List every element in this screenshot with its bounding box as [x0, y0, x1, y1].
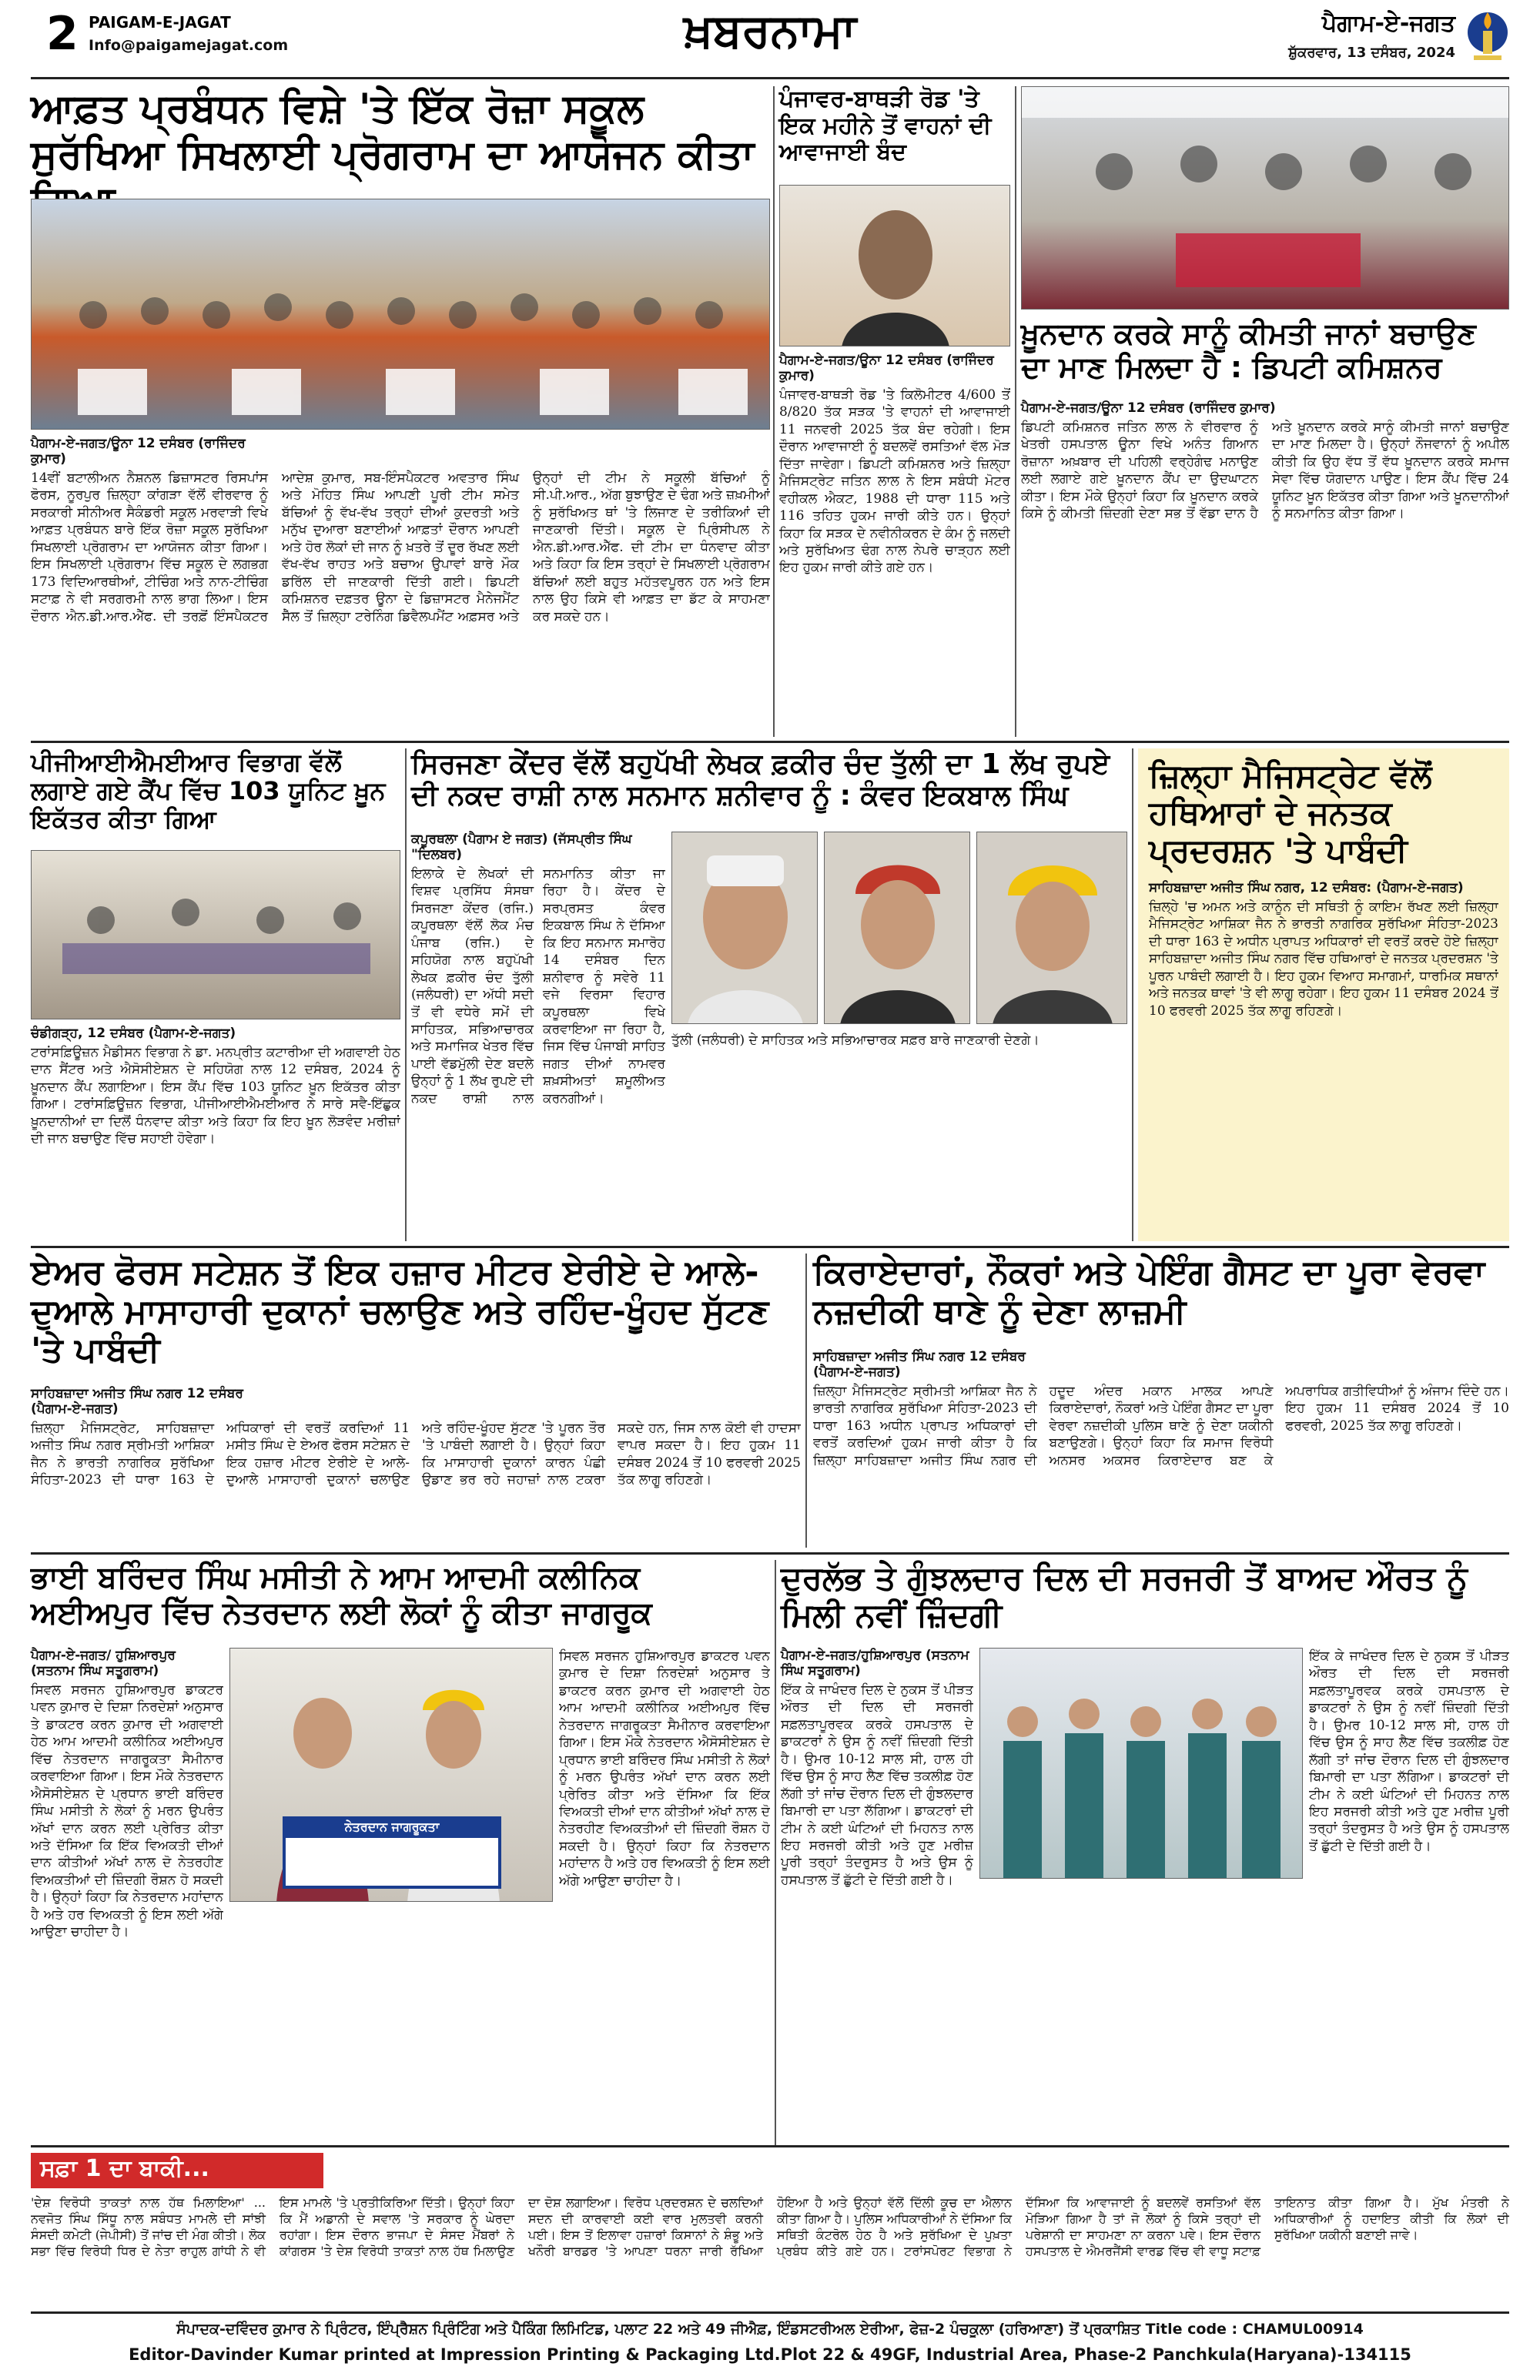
- brand-small: PAIGAM-E-JAGAT: [89, 13, 231, 32]
- section-rule-2: [31, 1246, 1509, 1248]
- section-rule-1: [31, 741, 1509, 743]
- story9-headline: ਭਾਈ ਬਰਿੰਦਰ ਸਿੰਘ ਮਸੀਤੀ ਨੇ ਆਮ ਆਦਮੀ ਕਲੀਨਿਕ ਅਈਅਪੁਰ ਵਿੱਚ ਨੇਤਰਦਾਨ ਲਈ ਲੋਕਾਂ ਨੂੰ ਕੀਤਾ ਜਾਗਰੂਕ: [31, 1560, 652, 1631]
- story3-body-wrap: [1021, 400, 1509, 736]
- footer-line-1: ਸੰਪਾਦਕ-ਦਵਿੰਦਰ ਕੁਮਾਰ ਨੇ ਪ੍ਰਿੰਟਰ, ਇੰਪ੍ਰੈਸ਼ਨ ਪ੍ਰਿੰਟਿੰਗ ਅਤੇ ਪੈਕਿੰਗ ਲਿਮਿਟਿਡ, ਪਲਾਟ 22 ਅਤੇ 49 ਜੀਐਫ਼, ਇੰਡਸਟਰੀਅਲ ਏਰੀਆ, ਫੇਜ਼-2 ਪੰਚਕੂਲਾ (ਹਰਿਆਣਾ) ਤੋਂ ਪ੍ਰਕਾਸ਼ਿਤ Title code : CHAMUL00914: [176, 2321, 1364, 2338]
- story10-continued: ਇੱਕ ਕੇ ਜਾਖੰਦਰ ਦਿਲ ਦੇ ਨੁਕਸ ਤੋਂ ਪੀੜਤ ਔਰਤ ਦੀ ਦਿਲ ਦੀ ਸਰਜਰੀ ਸਫ਼ਲਤਾਪੂਰਵਕ ਕਰਕੇ ਹਸਪਤਾਲ ਦੇ ਡਾਕਟਰਾਂ ਨੇ ਉਸ ਨੂੰ ਨਵੀਂ ਜ਼ਿੰਦਗੀ ਦਿੱਤੀ ਹੈ। ਉਮਰ 10-12 ਸਾਲ ਸੀ, ਹਾਲ ਹੀ ਵਿੱਚ ਉਸ ਨੂੰ ਸਾਹ ਲੈਣ ਵਿੱਚ ਤਕਲੀਫ਼ ਹੋਣ ਲੱਗੀ ਤਾਂ ਜਾਂਚ ਦੌਰਾਨ ਦਿਲ ਦੀ ਗੁੰਝਲਦਾਰ ਬਿਮਾਰੀ ਦਾ ਪਤਾ ਲੱਗਿਆ। ਡਾਕਟਰਾਂ ਦੀ ਟੀਮ ਨੇ ਕਈ ਘੰਟਿਆਂ ਦੀ ਮਿਹਨਤ ਨਾਲ ਇਹ ਸਰਜਰੀ ਕੀਤੀ ਅਤੇ ਹੁਣ ਮਰੀਜ਼ ਪੂਰੀ ਤਰ੍ਹਾਂ ਤੰਦਰੁਸਤ ਹੈ ਅਤੇ ਉਸ ਨੂੰ ਹਸਪਤਾਲ ਤੋਂ ਛੁੱਟੀ ਦੇ ਦਿੱਤੀ ਗਈ ਹੈ।: [1309, 1649, 1509, 1854]
- story4-body-wrap: [31, 1026, 400, 1241]
- story10-body: ਇੱਕ ਕੇ ਜਾਖੰਦਰ ਦਿਲ ਦੇ ਨੁਕਸ ਤੋਂ ਪੀੜਤ ਔਰਤ ਦੀ ਦਿਲ ਦੀ ਸਰਜਰੀ ਸਫ਼ਲਤਾਪੂਰਵਕ ਕਰਕੇ ਹਸਪਤਾਲ ਦੇ ਡਾਕਟਰਾਂ ਨੇ ਉਸ ਨੂੰ ਨਵੀਂ ਜ਼ਿੰਦਗੀ ਦਿੱਤੀ ਹੈ। ਉਮਰ 10-12 ਸਾਲ ਸੀ, ਹਾਲ ਹੀ ਵਿੱਚ ਉਸ ਨੂੰ ਸਾਹ ਲੈਣ ਵਿੱਚ ਤਕਲੀਫ਼ ਹੋਣ ਲੱਗੀ ਤਾਂ ਜਾਂਚ ਦੌਰਾਨ ਦਿਲ ਦੀ ਗੁੰਝਲਦਾਰ ਬਿਮਾਰੀ ਦਾ ਪਤਾ ਲੱਗਿਆ। ਡਾਕਟਰਾਂ ਦੀ ਟੀਮ ਨੇ ਕਈ ਘੰਟਿਆਂ ਦੀ ਮਿਹਨਤ ਨਾਲ ਇਹ ਸਰਜਰੀ ਕੀਤੀ ਅਤੇ ਹੁਣ ਮਰੀਜ਼ ਪੂਰੀ ਤਰ੍ਹਾਂ ਤੰਦਰੁਸਤ ਹੈ ਅਤੇ ਉਸ ਨੂੰ ਹਸਪਤਾਲ ਤੋਂ ਛੁੱਟੀ ਦੇ ਦਿੱਤੀ ਗਈ ਹੈ।: [781, 1682, 973, 1888]
- story8-body-wrap: [813, 1349, 1509, 1548]
- story2-headline: ਪੰਜਾਵਰ-ਬਾਥੜੀ ਰੋਡ 'ਤੇ ਇਕ ਮਹੀਨੇ ਤੋਂ ਵਾਹਨਾਂ ਦੀ ਆਵਾਜਾਈ ਬੰਦ: [779, 85, 992, 166]
- story2-body: ਪੰਜਾਵਰ-ਬਾਥੜੀ ਰੋਡ 'ਤੇ ਕਿਲੋਮੀਟਰ 4/600 ਤੋਂ 8/820 ਤੱਕ ਸੜਕ 'ਤੇ ਵਾਹਨਾਂ ਦੀ ਆਵਾਜਾਈ 11 ਜਨਵਰੀ 2025 ਤੱਕ ਬੰਦ ਰਹੇਗੀ। ਇਸ ਦੌਰਾਨ ਆਵਾਜਾਈ ਨੂੰ ਬਦਲਵੇਂ ਰਸਤਿਆਂ ਵੱਲ ਮੋੜ ਦਿੱਤਾ ਜਾਵੇਗਾ। ਡਿਪਟੀ ਕਮਿਸ਼ਨਰ ਅਤੇ ਜ਼ਿਲ੍ਹਾ ਮੈਜਿਸਟ੍ਰੇਟ ਜਤਿਨ ਲਾਲ ਨੇ ਇਸ ਸਬੰਧੀ ਮੋਟਰ ਵਹੀਕਲ ਐਕਟ, 1988 ਦੀ ਧਾਰਾ 115 ਅਤੇ 116 ਤਹਿਤ ਹੁਕਮ ਜਾਰੀ ਕੀਤੇ ਹਨ। ਉਨ੍ਹਾਂ ਕਿਹਾ ਕਿ ਸੜਕ ਦੇ ਨਵੀਨੀਕਰਨ ਦੇ ਕੰਮ ਨੂੰ ਜਲਦੀ ਅਤੇ ਸੁਰੱਖਿਅਤ ਢੰਗ ਨਾਲ ਨੇਪਰੇ ਚਾੜ੍ਹਨ ਲਈ ਇਹ ਹੁਕਮ ਜਾਰੀ ਕੀਤੇ ਗਏ ਹਨ।: [779, 387, 1010, 576]
- story5-dateline: ਕਪੂਰਥਲਾ (ਪੈਗਾਮ ਏ ਜਗਤ) (ਜੱਸਪ੍ਰੀਤ ਸਿੰਘ "ਦਿਲਬਰ): [411, 832, 632, 862]
- header-rule: [31, 77, 1509, 79]
- continued-label: [31, 2153, 323, 2188]
- story9-body-wrap: [31, 1648, 223, 2141]
- story5-photo-third: [976, 832, 1127, 1024]
- story7-headline: ਏਅਰ ਫੋਰਸ ਸਟੇਸ਼ਨ ਤੋਂ ਇਕ ਹਜ਼ਾਰ ਮੀਟਰ ਏਰੀਏ ਦੇ ਆਲੇ-ਦੁਆਲੇ ਮਾਸਾਹਾਰੀ ਦੁਕਾਨਾਂ ਚਲਾਉਣ ਅਤੇ ਰਹਿੰਦ-ਖੂੰਹਦ ਸੁੱਟਣ 'ਤੇ ਪਾਬੰਦੀ: [31, 1253, 769, 1371]
- col-rule-2: [1015, 86, 1016, 737]
- story9-body: ਸਿਵਲ ਸਰਜਨ ਹੁਸ਼ਿਆਰਪੁਰ ਡਾਕਟਰ ਪਵਨ ਕੁਮਾਰ ਦੇ ਦਿਸ਼ਾ ਨਿਰਦੇਸ਼ਾਂ ਅਨੁਸਾਰ ਤੇ ਡਾਕਟਰ ਕਰਨ ਕੁਮਾਰ ਦੀ ਅਗਵਾਈ ਹੇਠ ਆਮ ਆਦਮੀ ਕਲੀਨਿਕ ਅਈਅਪੁਰ ਵਿੱਚ ਨੇਤਰਦਾਨ ਜਾਗਰੂਕਤਾ ਸੈਮੀਨਾਰ ਕਰਵਾਇਆ ਗਿਆ। ਇਸ ਮੌਕੇ ਨੇਤਰਦਾਨ ਐਸੋਸੀਏਸ਼ਨ ਦੇ ਪ੍ਰਧਾਨ ਭਾਈ ਬਰਿੰਦਰ ਸਿੰਘ ਮਸੀਤੀ ਨੇ ਲੋਕਾਂ ਨੂੰ ਮਰਨ ਉਪਰੰਤ ਅੱਖਾਂ ਦਾਨ ਕਰਨ ਲਈ ਪ੍ਰੇਰਿਤ ਕੀਤਾ ਅਤੇ ਦੱਸਿਆ ਕਿ ਇੱਕ ਵਿਅਕਤੀ ਦੀਆਂ ਦਾਨ ਕੀਤੀਆਂ ਅੱਖਾਂ ਨਾਲ ਦੋ ਨੇਤਰਹੀਣ ਵਿਅਕਤੀਆਂ ਦੀ ਜ਼ਿੰਦਗੀ ਰੌਸ਼ਨ ਹੋ ਸਕਦੀ ਹੈ। ਉਨ੍ਹਾਂ ਕਿਹਾ ਕਿ ਨੇਤਰਦਾਨ ਮਹਾਂਦਾਨ ਹੈ ਅਤੇ ਹਰ ਵਿਅਕਤੀ ਨੂੰ ਇਸ ਲਈ ਅੱਗੇ ਆਉਣਾ ਚਾਹੀਦਾ ਹੈ।: [31, 1682, 223, 1940]
- story6-headline: ਜ਼ਿਲ੍ਹਾ ਮੈਜਿਸਟ੍ਰੇਟ ਵੱਲੋਂ ਹਥਿਆਰਾਂ ਦੇ ਜਨਤਕ ਪ੍ਰਦਰਸ਼ਨ 'ਤੇ ਪਾਬੰਦੀ: [1149, 757, 1432, 869]
- story10-body-wrap: [781, 1648, 973, 2141]
- issue-date: ਸ਼ੁੱਕਰਵਾਰ, 13 ਦਸੰਬਰ, 2024: [1288, 45, 1455, 61]
- story4-dateline: ਚੰਡੀਗੜ੍ਹ, 12 ਦਸੰਬਰ (ਪੈਗਾਮ-ਏ-ਜਗਤ): [31, 1026, 236, 1041]
- story7-body: ਜ਼ਿਲ੍ਹਾ ਮੈਜਿਸਟ੍ਰੇਟ, ਸਾਹਿਬਜ਼ਾਦਾ ਅਜੀਤ ਸਿੰਘ ਨਗਰ ਸ੍ਰੀਮਤੀ ਆਸ਼ਿਕਾ ਜੈਨ ਨੇ ਭਾਰਤੀ ਨਾਗਰਿਕ ਸੁਰੱਖਿਆ ਸੰਹਿਤਾ-2023 ਦੀ ਧਾਰਾ 163 ਦੇ ਅਧਿਕਾਰਾਂ ਦੀ ਵਰਤੋਂ ਕਰਦਿਆਂ 11 ਮਸੀਤ ਸਿੰਘ ਦੇ ਏਅਰ ਫੋਰਸ ਸਟੇਸ਼ਨ ਦੇ ਇਕ ਹਜ਼ਾਰ ਮੀਟਰ ਏਰੀਏ ਦੇ ਆਲੇ-ਦੁਆਲੇ ਮਾਸਾਹਾਰੀ ਦੁਕਾਨਾਂ ਚਲਾਉਣ ਅਤੇ ਰਹਿੰਦ-ਖੂੰਹਦ ਸੁੱਟਣ 'ਤੇ ਪੂਰਨ ਤੌਰ 'ਤੇ ਪਾਬੰਦੀ ਲਗਾਈ ਹੈ। ਉਨ੍ਹਾਂ ਕਿਹਾ ਕਿ ਮਾਸਾਹਾਰੀ ਦੁਕਾਨਾਂ ਕਾਰਨ ਪੰਛੀ ਉਡਾਣ ਭਰ ਰਹੇ ਜਹਾਜ਼ਾਂ ਨਾਲ ਟਕਰਾ ਸਕਦੇ ਹਨ, ਜਿਸ ਨਾਲ ਕੋਈ ਵੀ ਹਾਦਸਾ ਵਾਪਰ ਸਕਦਾ ਹੈ। ਇਹ ਹੁਕਮ 11 ਦਸੰਬਰ 2024 ਤੋਂ 10 ਫਰਵਰੀ 2025 ਤੱਕ ਲਾਗੂ ਰਹਿਣਗੇ।: [31, 1421, 801, 1488]
- story9-body-extra: [559, 1648, 770, 1910]
- story5-photo-kanwar: [824, 832, 970, 1024]
- story10-headline: ਦੁਰਲੱਭ ਤੇ ਗੁੰਝਲਦਾਰ ਦਿਲ ਦੀ ਸਰਜਰੀ ਤੋਂ ਬਾਅਦ ਔਰਤ ਨੂੰ ਮਿਲੀ ਨਵੀਂ ਜ਼ਿੰਦਗੀ: [781, 1559, 1468, 1635]
- story10-dateline: ਪੈਗਾਮ-ਏ-ਜਗਤ/ਹੁਸ਼ਿਆਰਪੁਰ (ਸਤਨਾਮ ਸਿੰਘ ਸਤੂਗਰਾਮ): [781, 1648, 969, 1679]
- story3-headline: ਖ਼ੂਨਦਾਨ ਕਰਕੇ ਸਾਨੂੰ ਕੀਮਤੀ ਜਾਨਾਂ ਬਚਾਉਣ ਦਾ ਮਾਣ ਮਿਲਦਾ ਹੈ : ਡਿਪਟੀ ਕਮਿਸ਼ਨਰ: [1021, 316, 1476, 384]
- continued-label-text: ਸਫ਼ਾ 1 ਦਾ ਬਾਕੀ...: [40, 2155, 209, 2182]
- story8-dateline: ਸਾਹਿਬਜ਼ਾਦਾ ਅਜੀਤ ਸਿੰਘ ਨਗਰ 12 ਦਸੰਬਰ (ਪੈਗਾਮ-ਏ-ਜਗਤ): [813, 1349, 1026, 1380]
- story6-dateline: ਸਾਹਿਬਜ਼ਾਦਾ ਅਜੀਤ ਸਿੰਘ ਨਗਰ, 12 ਦਸੰਬਰ: (ਪੈਗਾਮ-ਏ-ਜਗਤ): [1149, 879, 1464, 895]
- masthead-title: ਪੈਗਾਮ-ਏ-ਜਗਤ: [1321, 10, 1455, 37]
- email-link[interactable]: Info@paigamejagat.com: [89, 37, 289, 54]
- story6-body: ਜ਼ਿਲ੍ਹੇ 'ਚ ਅਮਨ ਅਤੇ ਕਾਨੂੰਨ ਦੀ ਸਥਿਤੀ ਨੂੰ ਕਾਇਮ ਰੱਖਣ ਲਈ ਜ਼ਿਲ੍ਹਾ ਮੈਜਿਸਟ੍ਰੇਟ ਆਸ਼ਿਕਾ ਜੈਨ ਨੇ ਭਾਰਤੀ ਨਾਗਰਿਕ ਸੁਰੱਖਿਆ ਸੰਹਿਤਾ-2023 ਦੀ ਧਾਰਾ 163 ਦੇ ਅਧੀਨ ਪ੍ਰਾਪਤ ਅਧਿਕਾਰਾਂ ਦੀ ਵਰਤੋਂ ਕਰਦੇ ਹੋਏ ਜ਼ਿਲ੍ਹਾ ਸਾਹਿਬਜ਼ਾਦਾ ਅਜੀਤ ਸਿੰਘ ਨਗਰ ਵਿੱਚ ਹਥਿਆਰਾਂ ਦੇ ਜਨਤਕ ਪ੍ਰਦਰਸ਼ਨ 'ਤੇ ਪੂਰਨ ਪਾਬੰਦੀ ਲਗਾਈ ਹੈ। ਇਹ ਹੁਕਮ ਵਿਆਹ ਸਮਾਗਮਾਂ, ਧਾਰਮਿਕ ਸਥਾਨਾਂ ਅਤੇ ਜਨਤਕ ਥਾਵਾਂ 'ਤੇ ਵੀ ਲਾਗੂ ਰਹੇਗਾ। ਇਹ ਹੁਕਮ 11 ਦਸੰਬਰ 2024 ਤੋਂ 10 ਫਰਵਰੀ 2025 ਤੱਕ ਲਾਗੂ ਰਹਿਣਗੇ।: [1149, 899, 1498, 1019]
- story4-photo: [31, 850, 400, 1019]
- page-number: 2: [46, 7, 79, 61]
- story5-photo-tulli: [671, 832, 818, 1024]
- col-rule-6: [775, 1560, 776, 2145]
- section-title: ਖ਼ਬਰਨਾਮਾ: [683, 4, 857, 58]
- story9-poster-text: ਨੇਤਰਦਾਨ ਜਾਗਰੂਕਤਾ: [344, 1819, 440, 1834]
- story1-headline: ਆਫ਼ਤ ਪ੍ਰਬੰਧਨ ਵਿਸ਼ੇ 'ਤੇ ਇੱਕ ਰੋਜ਼ਾ ਸਕੂਲ ਸੁਰੱਖਿਆ ਸਿਖਲਾਈ ਪ੍ਰੋਗਰਾਮ ਦਾ ਆਯੋਜਨ ਕੀਤਾ: [31, 85, 755, 178]
- story2-dateline: ਪੈਗਾਮ-ਏ-ਜਗਤ/ਊਨਾ 12 ਦਸੰਬਰ (ਰਾਜਿੰਦਰ ਕੁਮਾਰ): [779, 353, 994, 383]
- story5-photo-caption: ਤੁੱਲੀ (ਜਲੰਧਰੀ) ਦੇ ਸਾਹਿਤਕ ਅਤੇ ਸਭਿਆਚਾਰਕ ਸਫ਼ਰ ਬਾਰੇ ਜਾਣਕਾਰੀ ਦੇਣਗੇ।: [671, 1033, 1040, 1048]
- story4-headline: ਪੀਜੀਆਈਐਮਈਆਰ ਵਿਭਾਗ ਵੱਲੋਂ ਲਗਾਏ ਗਏ ਕੈਂਪ ਵਿੱਚ 103 ਯੂਨਿਟ ਖ਼ੂਨ ਇਕੱਤਰ ਕੀਤਾ ਗਿਆ: [31, 748, 386, 834]
- story3-photo: [1021, 86, 1509, 310]
- story7-dateline: ਸਾਹਿਬਜ਼ਾਦਾ ਅਜੀਤ ਸਿੰਘ ਨਗਰ 12 ਦਸੰਬਰ (ਪੈਗਾਮ-ਏ-ਜਗਤ): [31, 1386, 243, 1417]
- story2-body-wrap: [779, 353, 1010, 736]
- story5-body-wrap: [411, 832, 665, 1241]
- story3-dateline: ਪੈਗਾਮ-ਏ-ਜਗਤ/ਊਨਾ 12 ਦਸੰਬਰ (ਰਾਜਿੰਦਰ ਕੁਮਾਰ): [1021, 400, 1276, 416]
- story10-body-extra: [1309, 1648, 1509, 2141]
- story1-dateline: ਪੈਗਾਮ-ਏ-ਜਗਤ/ਊਨਾ 12 ਦਸੰਬਰ (ਰਾਜਿੰਦਰ ਕੁਮਾਰ): [31, 436, 246, 467]
- section-rule-3: [31, 1552, 1509, 1555]
- footer-rule: [31, 2311, 1509, 2314]
- story9-dateline: ਪੈਗਾਮ-ਏ-ਜਗਤ/ ਹੁਸ਼ਿਆਰਪੁਰ (ਸਤਨਾਮ ਸਿੰਘ ਸਤੂਗਰਾਮ): [31, 1648, 176, 1679]
- footer-line-2: Editor-Davinder Kumar printed at Impression Printing & Packaging Ltd.Plot 22 & 49GF, Industrial Area, Phase-2 Panchkula(Haryana)-134115: [129, 2345, 1411, 2364]
- story2-photo: [779, 185, 1010, 346]
- story8-body: ਜ਼ਿਲ੍ਹਾ ਮੈਜਿਸਟ੍ਰੇਟ ਸ੍ਰੀਮਤੀ ਆਸ਼ਿਕਾ ਜੈਨ ਨੇ ਭਾਰਤੀ ਨਾਗਰਿਕ ਸੁਰੱਖਿਆ ਸੰਹਿਤਾ-2023 ਦੀ ਧਾਰਾ 163 ਅਧੀਨ ਪ੍ਰਾਪਤ ਅਧਿਕਾਰਾਂ ਦੀ ਵਰਤੋਂ ਕਰਦਿਆਂ ਹੁਕਮ ਜਾਰੀ ਕੀਤਾ ਹੈ ਕਿ ਜ਼ਿਲ੍ਹਾ ਸਾਹਿਬਜ਼ਾਦਾ ਅਜੀਤ ਸਿੰਘ ਨਗਰ ਦੀ ਹਦੂਦ ਅੰਦਰ ਮਕਾਨ ਮਾਲਕ ਆਪਣੇ ਕਿਰਾਏਦਾਰਾਂ, ਨੌਕਰਾਂ ਅਤੇ ਪੇਇੰਗ ਗੈਸਟ ਦਾ ਪੂਰਾ ਵੇਰਵਾ ਨਜ਼ਦੀਕੀ ਪੁਲਿਸ ਥਾਣੇ ਨੂੰ ਦੇਣਾ ਯਕੀਨੀ ਬਣਾਉਣਗੇ। ਉਨ੍ਹਾਂ ਕਿਹਾ ਕਿ ਸਮਾਜ ਵਿਰੋਧੀ ਅਨਸਰ ਅਕਸਰ ਕਿਰਾਏਦਾਰ ਬਣ ਕੇ ਅਪਰਾਧਿਕ ਗਤੀਵਿਧੀਆਂ ਨੂੰ ਅੰਜਾਮ ਦਿੰਦੇ ਹਨ। ਇਹ ਹੁਕਮ 11 ਦਸੰਬਰ 2024 ਤੋਂ 10 ਫਰਵਰੀ, 2025 ਤੱਕ ਲਾਗੂ ਰਹਿਣਗੇ।: [813, 1384, 1509, 1468]
- story5-headline: ਸਿਰਜਣਾ ਕੇਂਦਰ ਵੱਲੋਂ ਬਹੁਪੱਖੀ ਲੇਖਕ ਫ਼ਕੀਰ ਚੰਦ ਤੁੱਲੀ ਦਾ 1 ਲੱਖ ਰੁਪਏ ਦੀ ਨਕਦ ਰਾਸ਼ੀ ਨਾਲ ਸਨਮਾਨ ਸ਼ਨੀਵਾਰ ਨੂੰ : ਕੰਵਰ ਇਕਬਾਲ ਸਿੰਘ: [411, 748, 1110, 812]
- story8-headline: ਕਿਰਾਏਦਾਰਾਂ, ਨੌਕਰਾਂ ਅਤੇ ਪੇਇੰਗ ਗੈਸਟ ਦਾ ਪੂਰਾ ਵੇਰਵਾ ਨਜ਼ਦੀਕੀ ਥਾਣੇ ਨੂੰ ਦੇਣਾ ਲਾਜ਼ਮੀ: [813, 1253, 1485, 1331]
- col-rule-1: [773, 86, 775, 737]
- col-rule-4: [1132, 748, 1133, 1241]
- story1-body-wrap: [31, 436, 770, 736]
- page-header: [0, 0, 1540, 77]
- story1-body: 14ਵੀਂ ਬਟਾਲੀਅਨ ਨੈਸ਼ਨਲ ਡਿਜ਼ਾਸਟਰ ਰਿਸਪਾਂਸ ਫੋਰਸ, ਨੂਰਪੁਰ ਜ਼ਿਲ੍ਹਾ ਕਾਂਗੜਾ ਵੱਲੋਂ ਵੀਰਵਾਰ ਨੂੰ ਸਰਕਾਰੀ ਸੀਨੀਅਰ ਸੈਕੰਡਰੀ ਸਕੂਲ ਮਰਵਾੜੀ ਵਿਖੇ ਆਫ਼ਤ ਪ੍ਰਬੰਧਨ ਬਾਰੇ ਇੱਕ ਰੋਜ਼ਾ ਸਕੂਲ ਸੁਰੱਖਿਆ ਸਿਖਲਾਈ ਪ੍ਰੋਗਰਾਮ ਦਾ ਆਯੋਜਨ ਕੀਤਾ ਗਿਆ। ਇਸ ਸਿਖਲਾਈ ਪ੍ਰੋਗਰਾਮ ਵਿੱਚ ਸਕੂਲ ਦੇ ਲਗਭਗ 173 ਵਿਦਿਆਰਥੀਆਂ, ਟੀਚਿੰਗ ਅਤੇ ਨਾਨ-ਟੀਚਿੰਗ ਸਟਾਫ਼ ਨੇ ਵੀ ਸਰਗਰਮੀ ਨਾਲ ਭਾਗ ਲਿਆ। ਇਸ ਦੌਰਾਨ ਐਨ.ਡੀ.ਆਰ.ਐੱਫ. ਦੀ ਤਰਫ਼ੋਂ ਇੰਸਪੈਕਟਰ ਆਦੇਸ਼ ਕੁਮਾਰ, ਸਬ-ਇੰਸਪੈਕਟਰ ਅਵਤਾਰ ਸਿੰਘ ਅਤੇ ਮੋਹਿਤ ਸਿੰਘ ਆਪਣੀ ਪੂਰੀ ਟੀਮ ਸਮੇਤ ਬੱਚਿਆਂ ਨੂੰ ਵੱਖ-ਵੱਖ ਤਰ੍ਹਾਂ ਦੀਆਂ ਕੁਦਰਤੀ ਅਤੇ ਮਨੁੱਖ ਦੁਆਰਾ ਬਣਾਈਆਂ ਆਫ਼ਤਾਂ ਦੌਰਾਨ ਆਪਣੀ ਅਤੇ ਹੋਰ ਲੋਕਾਂ ਦੀ ਜਾਨ ਨੂੰ ਖ਼ਤਰੇ ਤੋਂ ਦੂਰ ਰੱਖਣ ਲਈ ਵੱਖ-ਵੱਖ ਰਾਹਤ ਅਤੇ ਬਚਾਅ ਉਪਾਵਾਂ ਬਾਰੇ ਮੌਕ ਡਰਿੱਲ ਦੀ ਜਾਣਕਾਰੀ ਦਿੱਤੀ ਗਈ। ਡਿਪਟੀ ਕਮਿਸ਼ਨਰ ਦਫ਼ਤਰ ਊਨਾ ਦੇ ਡਿਜ਼ਾਸਟਰ ਮੈਨੇਜਮੈਂਟ ਸੈੱਲ ਤੋਂ ਜ਼ਿਲ੍ਹਾ ਟਰੇਨਿੰਗ ਡਿਵੈਲਪਮੈਂਟ ਅਫ਼ਸਰ ਅਤੇ ਉਨ੍ਹਾਂ ਦੀ ਟੀਮ ਨੇ ਸਕੂਲੀ ਬੱਚਿਆਂ ਨੂੰ ਸੀ.ਪੀ.ਆਰ., ਅੱਗ ਬੁਝਾਉਣ ਦੇ ਢੰਗ ਅਤੇ ਜ਼ਖ਼ਮੀਆਂ ਨੂੰ ਸੁਰੱਖਿਅਤ ਥਾਂ 'ਤੇ ਲਿਜਾਣ ਦੇ ਤਰੀਕਿਆਂ ਦੀ ਜਾਣਕਾਰੀ ਦਿੱਤੀ। ਸਕੂਲ ਦੇ ਪ੍ਰਿੰਸੀਪਲ ਨੇ ਐਨ.ਡੀ.ਆਰ.ਐੱਫ. ਦੀ ਟੀਮ ਦਾ ਧੰਨਵਾਦ ਕੀਤਾ ਅਤੇ ਕਿਹਾ ਕਿ ਇਸ ਤਰ੍ਹਾਂ ਦੇ ਸਿਖਲਾਈ ਪ੍ਰੋਗਰਾਮ ਬੱਚਿਆਂ ਲਈ ਬਹੁਤ ਮਹੱਤਵਪੂਰਨ ਹਨ ਅਤੇ ਇਸ ਨਾਲ ਉਹ ਕਿਸੇ ਵੀ ਆਫ਼ਤ ਦਾ ਡੱਟ ਕੇ ਸਾਹਮਣਾ ਕਰ ਸਕਦੇ ਹਨ।: [31, 470, 770, 624]
- story1-photo: [31, 199, 770, 430]
- story7-body-wrap: [31, 1386, 801, 1548]
- story9-continued: ਸਿਵਲ ਸਰਜਨ ਹੁਸ਼ਿਆਰਪੁਰ ਡਾਕਟਰ ਪਵਨ ਕੁਮਾਰ ਦੇ ਦਿਸ਼ਾ ਨਿਰਦੇਸ਼ਾਂ ਅਨੁਸਾਰ ਤੇ ਡਾਕਟਰ ਕਰਨ ਕੁਮਾਰ ਦੀ ਅਗਵਾਈ ਹੇਠ ਆਮ ਆਦਮੀ ਕਲੀਨਿਕ ਅਈਅਪੁਰ ਵਿੱਚ ਨੇਤਰਦਾਨ ਜਾਗਰੂਕਤਾ ਸੈਮੀਨਾਰ ਕਰਵਾਇਆ ਗਿਆ। ਇਸ ਮੌਕੇ ਨੇਤਰਦਾਨ ਐਸੋਸੀਏਸ਼ਨ ਦੇ ਪ੍ਰਧਾਨ ਭਾਈ ਬਰਿੰਦਰ ਸਿੰਘ ਮਸੀਤੀ ਨੇ ਲੋਕਾਂ ਨੂੰ ਮਰਨ ਉਪਰੰਤ ਅੱਖਾਂ ਦਾਨ ਕਰਨ ਲਈ ਪ੍ਰੇਰਿਤ ਕੀਤਾ ਅਤੇ ਦੱਸਿਆ ਕਿ ਇੱਕ ਵਿਅਕਤੀ ਦੀਆਂ ਦਾਨ ਕੀਤੀਆਂ ਅੱਖਾਂ ਨਾਲ ਦੋ ਨੇਤਰਹੀਣ ਵਿਅਕਤੀਆਂ ਦੀ ਜ਼ਿੰਦਗੀ ਰੌਸ਼ਨ ਹੋ ਸਕਦੀ ਹੈ। ਉਨ੍ਹਾਂ ਕਿਹਾ ਕਿ ਨੇਤਰਦਾਨ ਮਹਾਂਦਾਨ ਹੈ ਅਤੇ ਹਰ ਵਿਅਕਤੀ ਨੂੰ ਇਸ ਲਈ ਅੱਗੇ ਆਉਣਾ ਚਾਹੀਦਾ ਹੈ।: [559, 1649, 770, 1889]
- continued-body: 'ਦੇਸ਼ ਵਿਰੋਧੀ ਤਾਕਤਾਂ ਨਾਲ ਹੱਥ ਮਿਲਾਇਆ' ... ਨਵਜੋਤ ਸਿੰਘ ਸਿੱਧੂ ਨਾਲ ਸਬੰਧਤ ਮਾਮਲੇ ਦੀ ਸਾਂਝੀ ਸੰਸਦੀ ਕਮੇਟੀ (ਜੇਪੀਸੀ) ਤੋਂ ਜਾਂਚ ਦੀ ਮੰਗ ਕੀਤੀ। ਲੋਕ ਸਭਾ ਵਿੱਚ ਵਿਰੋਧੀ ਧਿਰ ਦੇ ਨੇਤਾ ਰਾਹੁਲ ਗਾਂਧੀ ਨੇ ਵੀ ਇਸ ਮਾਮਲੇ 'ਤੇ ਪ੍ਰਤੀਕਿਰਿਆ ਦਿੱਤੀ। ਉਨ੍ਹਾਂ ਕਿਹਾ ਕਿ ਮੈਂ ਅਡਾਨੀ ਦੇ ਸਵਾਲ 'ਤੇ ਸਰਕਾਰ ਨੂੰ ਘੇਰਦਾ ਰਹਾਂਗਾ। ਇਸ ਦੌਰਾਨ ਭਾਜਪਾ ਦੇ ਸੰਸਦ ਮੈਂਬਰਾਂ ਨੇ ਕਾਂਗਰਸ 'ਤੇ ਦੇਸ਼ ਵਿਰੋਧੀ ਤਾਕਤਾਂ ਨਾਲ ਹੱਥ ਮਿਲਾਉਣ ਦਾ ਦੋਸ਼ ਲਗਾਇਆ। ਵਿਰੋਧ ਪ੍ਰਦਰਸ਼ਨ ਦੇ ਚਲਦਿਆਂ ਸਦਨ ਦੀ ਕਾਰਵਾਈ ਕਈ ਵਾਰ ਮੁਲਤਵੀ ਕਰਨੀ ਪਈ। ਇਸ ਤੋਂ ਇਲਾਵਾ ਹਜ਼ਾਰਾਂ ਕਿਸਾਨਾਂ ਨੇ ਸ਼ੰਭੂ ਅਤੇ ਖਨੌਰੀ ਬਾਰਡਰ 'ਤੇ ਆਪਣਾ ਧਰਨਾ ਜਾਰੀ ਰੱਖਿਆ ਹੋਇਆ ਹੈ ਅਤੇ ਉਨ੍ਹਾਂ ਵੱਲੋਂ ਦਿੱਲੀ ਕੂਚ ਦਾ ਐਲਾਨ ਕੀਤਾ ਗਿਆ ਹੈ। ਪੁਲਿਸ ਅਧਿਕਾਰੀਆਂ ਨੇ ਦੱਸਿਆ ਕਿ ਸਥਿਤੀ ਕੰਟਰੋਲ ਹੇਠ ਹੈ ਅਤੇ ਸੁਰੱਖਿਆ ਦੇ ਪੁਖ਼ਤਾ ਪ੍ਰਬੰਧ ਕੀਤੇ ਗਏ ਹਨ। ਟਰਾਂਸਪੋਰਟ ਵਿਭਾਗ ਨੇ ਦੱਸਿਆ ਕਿ ਆਵਾਜਾਈ ਨੂੰ ਬਦਲਵੇਂ ਰਸਤਿਆਂ ਵੱਲ ਮੋੜਿਆ ਗਿਆ ਹੈ ਤਾਂ ਜੋ ਲੋਕਾਂ ਨੂੰ ਕਿਸੇ ਤਰ੍ਹਾਂ ਦੀ ਪਰੇਸ਼ਾਨੀ ਦਾ ਸਾਹਮਣਾ ਨਾ ਕਰਨਾ ਪਵੇ। ਇਸ ਦੌਰਾਨ ਹਸਪਤਾਲ ਦੇ ਐਮਰਜੈਂਸੀ ਵਾਰਡ ਵਿੱਚ ਵੀ ਵਾਧੂ ਸਟਾਫ਼ ਤਾਇਨਾਤ ਕੀਤਾ ਗਿਆ ਹੈ। ਮੁੱਖ ਮੰਤਰੀ ਨੇ ਅਧਿਕਾਰੀਆਂ ਨੂੰ ਹਦਾਇਤ ਕੀਤੀ ਕਿ ਲੋਕਾਂ ਦੀ ਸੁਰੱਖਿਆ ਯਕੀਨੀ ਬਣਾਈ ਜਾਵੇ।: [31, 2195, 1509, 2259]
- story6-box: [1138, 748, 1509, 1241]
- story5-body: ਇਲਾਕੇ ਦੇ ਲੇਖਕਾਂ ਦੀ ਵਿਸ਼ਵ ਪ੍ਰਸਿੱਧ ਸੰਸਥਾ ਸਿਰਜਣਾ ਕੇਂਦਰ (ਰਜਿ.) ਕਪੂਰਥਲਾ ਵੱਲੋਂ ਲੋਕ ਮੰਚ ਪੰਜਾਬ (ਰਜਿ.) ਦੇ ਸਹਿਯੋਗ ਨਾਲ ਬਹੁਪੱਖੀ ਲੇਖਕ ਫ਼ਕੀਰ ਚੰਦ ਤੁੱਲੀ (ਜਲੰਧਰੀ) ਦਾ ਅੱਧੀ ਸਦੀ ਤੋਂ ਵੀ ਵਧੇਰੇ ਸਮੇਂ ਦੀ ਸਾਹਿਤਕ, ਸਭਿਆਚਾਰਕ ਅਤੇ ਸਮਾਜਿਕ ਖੇਤਰ ਵਿੱਚ ਪਾਈ ਵੱਡਮੁੱਲੀ ਦੇਣ ਬਦਲੇ ਉਨ੍ਹਾਂ ਨੂੰ 1 ਲੱਖ ਰੁਪਏ ਦੀ ਨਕਦ ਰਾਸ਼ੀ ਨਾਲ ਸਨਮਾਨਿਤ ਕੀਤਾ ਜਾ ਰਿਹਾ ਹੈ। ਕੇਂਦਰ ਦੇ ਸਰਪ੍ਰਸਤ ਕੰਵਰ ਇਕਬਾਲ ਸਿੰਘ ਨੇ ਦੱਸਿਆ ਕਿ ਇਹ ਸਨਮਾਨ ਸਮਾਰੋਹ 14 ਦਸੰਬਰ ਦਿਨ ਸ਼ਨੀਵਾਰ ਨੂੰ ਸਵੇਰੇ 11 ਵਜੇ ਵਿਰਸਾ ਵਿਹਾਰ ਕਪੂਰਥਲਾ ਵਿਖੇ ਕਰਵਾਇਆ ਜਾ ਰਿਹਾ ਹੈ, ਜਿਸ ਵਿੱਚ ਪੰਜਾਬੀ ਸਾਹਿਤ ਜਗਤ ਦੀਆਂ ਨਾਮਵਰ ਸ਼ਖ਼ਸੀਅਤਾਂ ਸ਼ਮੂਲੀਅਤ ਕਰਨਗੀਆਂ।: [411, 866, 665, 1106]
- story4-body: ਟਰਾਂਸਫ਼ਿਊਜ਼ਨ ਮੈਡੀਸਨ ਵਿਭਾਗ ਨੇ ਡਾ. ਮਨਪ੍ਰੀਤ ਕਟਾਰੀਆ ਦੀ ਅਗਵਾਈ ਹੇਠ ਦਾਨ ਸੈਂਟਰ ਅਤੇ ਐਸੋਸੀਏਸ਼ਨ ਦੇ ਸਹਿਯੋਗ ਨਾਲ 12 ਦਸੰਬਰ, 2024 ਨੂੰ ਖ਼ੂਨਦਾਨ ਕੈਂਪ ਲਗਾਇਆ। ਇਸ ਕੈਂਪ ਵਿੱਚ 103 ਯੂਨਿਟ ਖ਼ੂਨ ਇਕੱਤਰ ਕੀਤਾ ਗਿਆ। ਟਰਾਂਸਫ਼ਿਊਜ਼ਨ ਵਿਭਾਗ, ਪੀਜੀਆਈਐਮਈਆਰ ਨੇ ਸਾਰੇ ਸਵੈ-ਇੱਛੁਕ ਖ਼ੂਨਦਾਨੀਆਂ ਦਾ ਦਿਲੋਂ ਧੰਨਵਾਦ ਕੀਤਾ ਅਤੇ ਕਿਹਾ ਕਿ ਇਹ ਖ਼ੂਨ ਲੋੜਵੰਦ ਮਰੀਜ਼ਾਂ ਦੀ ਜਾਨ ਬਚਾਉਣ ਵਿੱਚ ਸਹਾਈ ਹੋਵੇਗਾ।: [31, 1045, 400, 1147]
- col-rule-3: [405, 748, 407, 1241]
- section-rule-4: [31, 2145, 1509, 2147]
- torch-logo-icon: [1466, 6, 1509, 68]
- story9-photo: [229, 1648, 553, 1902]
- story10-photo: [979, 1648, 1303, 1879]
- col-rule-5: [805, 1254, 807, 1548]
- story3-body: ਡਿਪਟੀ ਕਮਿਸ਼ਨਰ ਜਤਿਨ ਲਾਲ ਨੇ ਵੀਰਵਾਰ ਨੂੰ ਖੇਤਰੀ ਹਸਪਤਾਲ ਊਨਾ ਵਿਖੇ ਅਨੰਤ ਗਿਆਨ ਰੋਜ਼ਾਨਾ ਅਖ਼ਬਾਰ ਦੀ ਪਹਿਲੀ ਵਰ੍ਹੇਗੰਢ ਮਨਾਉਣ ਲਈ ਲਗਾਏ ਗਏ ਖ਼ੂਨਦਾਨ ਕੈਂਪ ਦਾ ਉਦਘਾਟਨ ਕੀਤਾ। ਇਸ ਮੌਕੇ ਉਨ੍ਹਾਂ ਕਿਹਾ ਕਿ ਖ਼ੂਨਦਾਨ ਕਰਕੇ ਕਿਸੇ ਨੂੰ ਕੀਮਤੀ ਜ਼ਿੰਦਗੀ ਦੇਣਾ ਸਭ ਤੋਂ ਵੱਡਾ ਦਾਨ ਹੈ ਅਤੇ ਖ਼ੂਨਦਾਨ ਕਰਕੇ ਸਾਨੂੰ ਕੀਮਤੀ ਜਾਨਾਂ ਬਚਾਉਣ ਦਾ ਮਾਣ ਮਿਲਦਾ ਹੈ। ਉਨ੍ਹਾਂ ਨੌਜਵਾਨਾਂ ਨੂੰ ਅਪੀਲ ਕੀਤੀ ਕਿ ਉਹ ਵੱਧ ਤੋਂ ਵੱਧ ਖ਼ੂਨਦਾਨ ਕਰਕੇ ਸਮਾਜ ਸੇਵਾ ਵਿੱਚ ਯੋਗਦਾਨ ਪਾਉਣ। ਇਸ ਕੈਂਪ ਵਿੱਚ 24 ਯੂਨਿਟ ਖ਼ੂਨ ਇਕੱਤਰ ਕੀਤਾ ਗਿਆ ਅਤੇ ਖ਼ੂਨਦਾਨੀਆਂ ਨੂੰ ਸਨਮਾਨਿਤ ਕੀਤਾ ਗਿਆ।: [1021, 420, 1509, 522]
